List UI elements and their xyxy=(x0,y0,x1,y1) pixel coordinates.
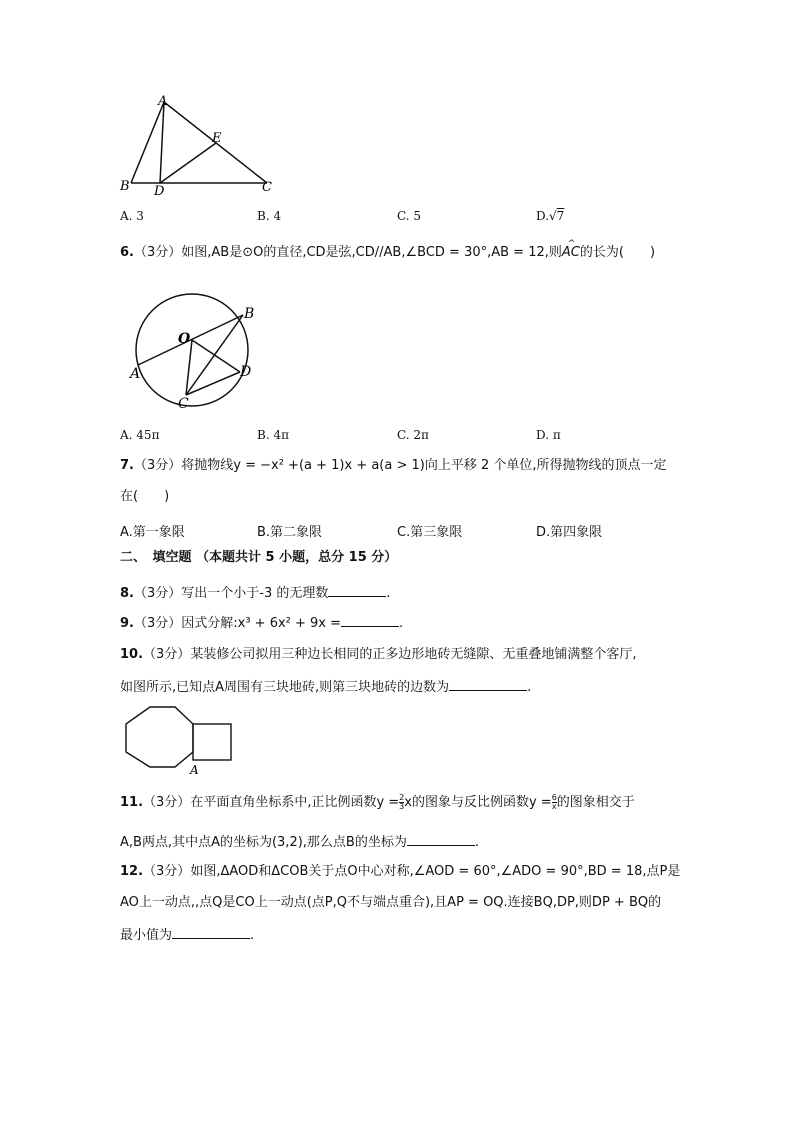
tiling-label-a: A xyxy=(190,763,199,777)
q5-option-c: C. 5 xyxy=(397,209,422,223)
q7-option-d: D.第四象限 xyxy=(536,525,603,540)
triangle-figure xyxy=(112,92,282,196)
q5-option-a: A. 3 xyxy=(120,209,144,223)
fraction-2-3: $\frac{2}{3}$ xyxy=(399,793,405,811)
label-a: A xyxy=(158,94,168,109)
label-c: C xyxy=(262,180,272,195)
question-10-line2: 如图所示,已知点A周围有三块地砖,则第三块地砖的边数为 . xyxy=(120,677,531,697)
question-12-line2: AO上一动点,,点Q是CO上一动点(点P,Q不与端点重合),且AP = OQ.连接BQ,DP,则DP + BQ的 xyxy=(120,895,662,910)
question-9: 9.（3分）因式分解:x³ + 6x² + 9x = . xyxy=(120,613,403,633)
q6-option-b: B. 4π xyxy=(257,428,289,442)
label-e: E xyxy=(212,131,222,146)
circle-label-d: D xyxy=(240,364,252,380)
question-12-line1: 12.（3分）如图,ΔAOD和ΔCOB关于点O中心对称,∠AOD = 60°,∠ADO = 90°,BD = 18,点P是 xyxy=(120,864,681,879)
question-7-line2: 在( ) xyxy=(120,489,170,504)
circle-figure xyxy=(128,290,268,415)
circle-label-c: C xyxy=(178,396,189,412)
question-8: 8.（3分）写出一个小于-3 的无理数 . xyxy=(120,583,391,603)
q6-option-d: D. π xyxy=(536,428,561,442)
q6-option-a: A. 45π xyxy=(120,428,160,442)
question-10-line1: 10.（3分）某装修公司拟用三种边长相同的正多边形地砖无缝隙、无重叠地铺满整个客厅, xyxy=(120,647,637,662)
label-d: D xyxy=(154,184,165,196)
circle-label-o: O xyxy=(178,331,191,347)
section-2-title: 二、 填空题 （本题共计 5 小题，总分 15 分） xyxy=(120,550,398,565)
question-7-line1: 7.（3分）将抛物线y = −x² +(a + 1)x + a(a > 1)向上平移 2 个单位,所得抛物线的顶点一定 xyxy=(120,458,667,473)
label-b: B xyxy=(120,179,130,194)
q7-option-c: C.第三象限 xyxy=(397,525,463,540)
tiling-figure xyxy=(118,700,243,780)
q5-option-d: D.√7 xyxy=(536,209,565,223)
circle-label-a: A xyxy=(130,366,141,382)
q7-option-b: B.第二象限 xyxy=(257,525,323,540)
question-11-line2: A,B两点,其中点A的坐标为(3,2),那么点B的坐标为 . xyxy=(120,832,479,852)
q6-option-c: C. 2π xyxy=(397,428,429,442)
question-11-line1: 11.（3分）在平面直角坐标系中,正比例函数y = $\frac{2}{3}$ x的图象与反比例函数y = $\frac{6}{x}$ 的图象相交于 xyxy=(120,793,635,811)
q5-option-b: B. 4 xyxy=(257,209,282,223)
question-6: 6.（3分）如图,AB是⊙O的直径,CD是弦,CD//AB,∠BCD = 30°,AB = 12,则^ AC的长为( ) xyxy=(120,244,655,262)
question-12-line3: 最小值为 . xyxy=(120,925,254,945)
fraction-6-x: $\frac{6}{x}$ xyxy=(551,793,557,811)
q7-option-a: A.第一象限 xyxy=(120,525,185,540)
circle-label-b: B xyxy=(244,306,255,322)
